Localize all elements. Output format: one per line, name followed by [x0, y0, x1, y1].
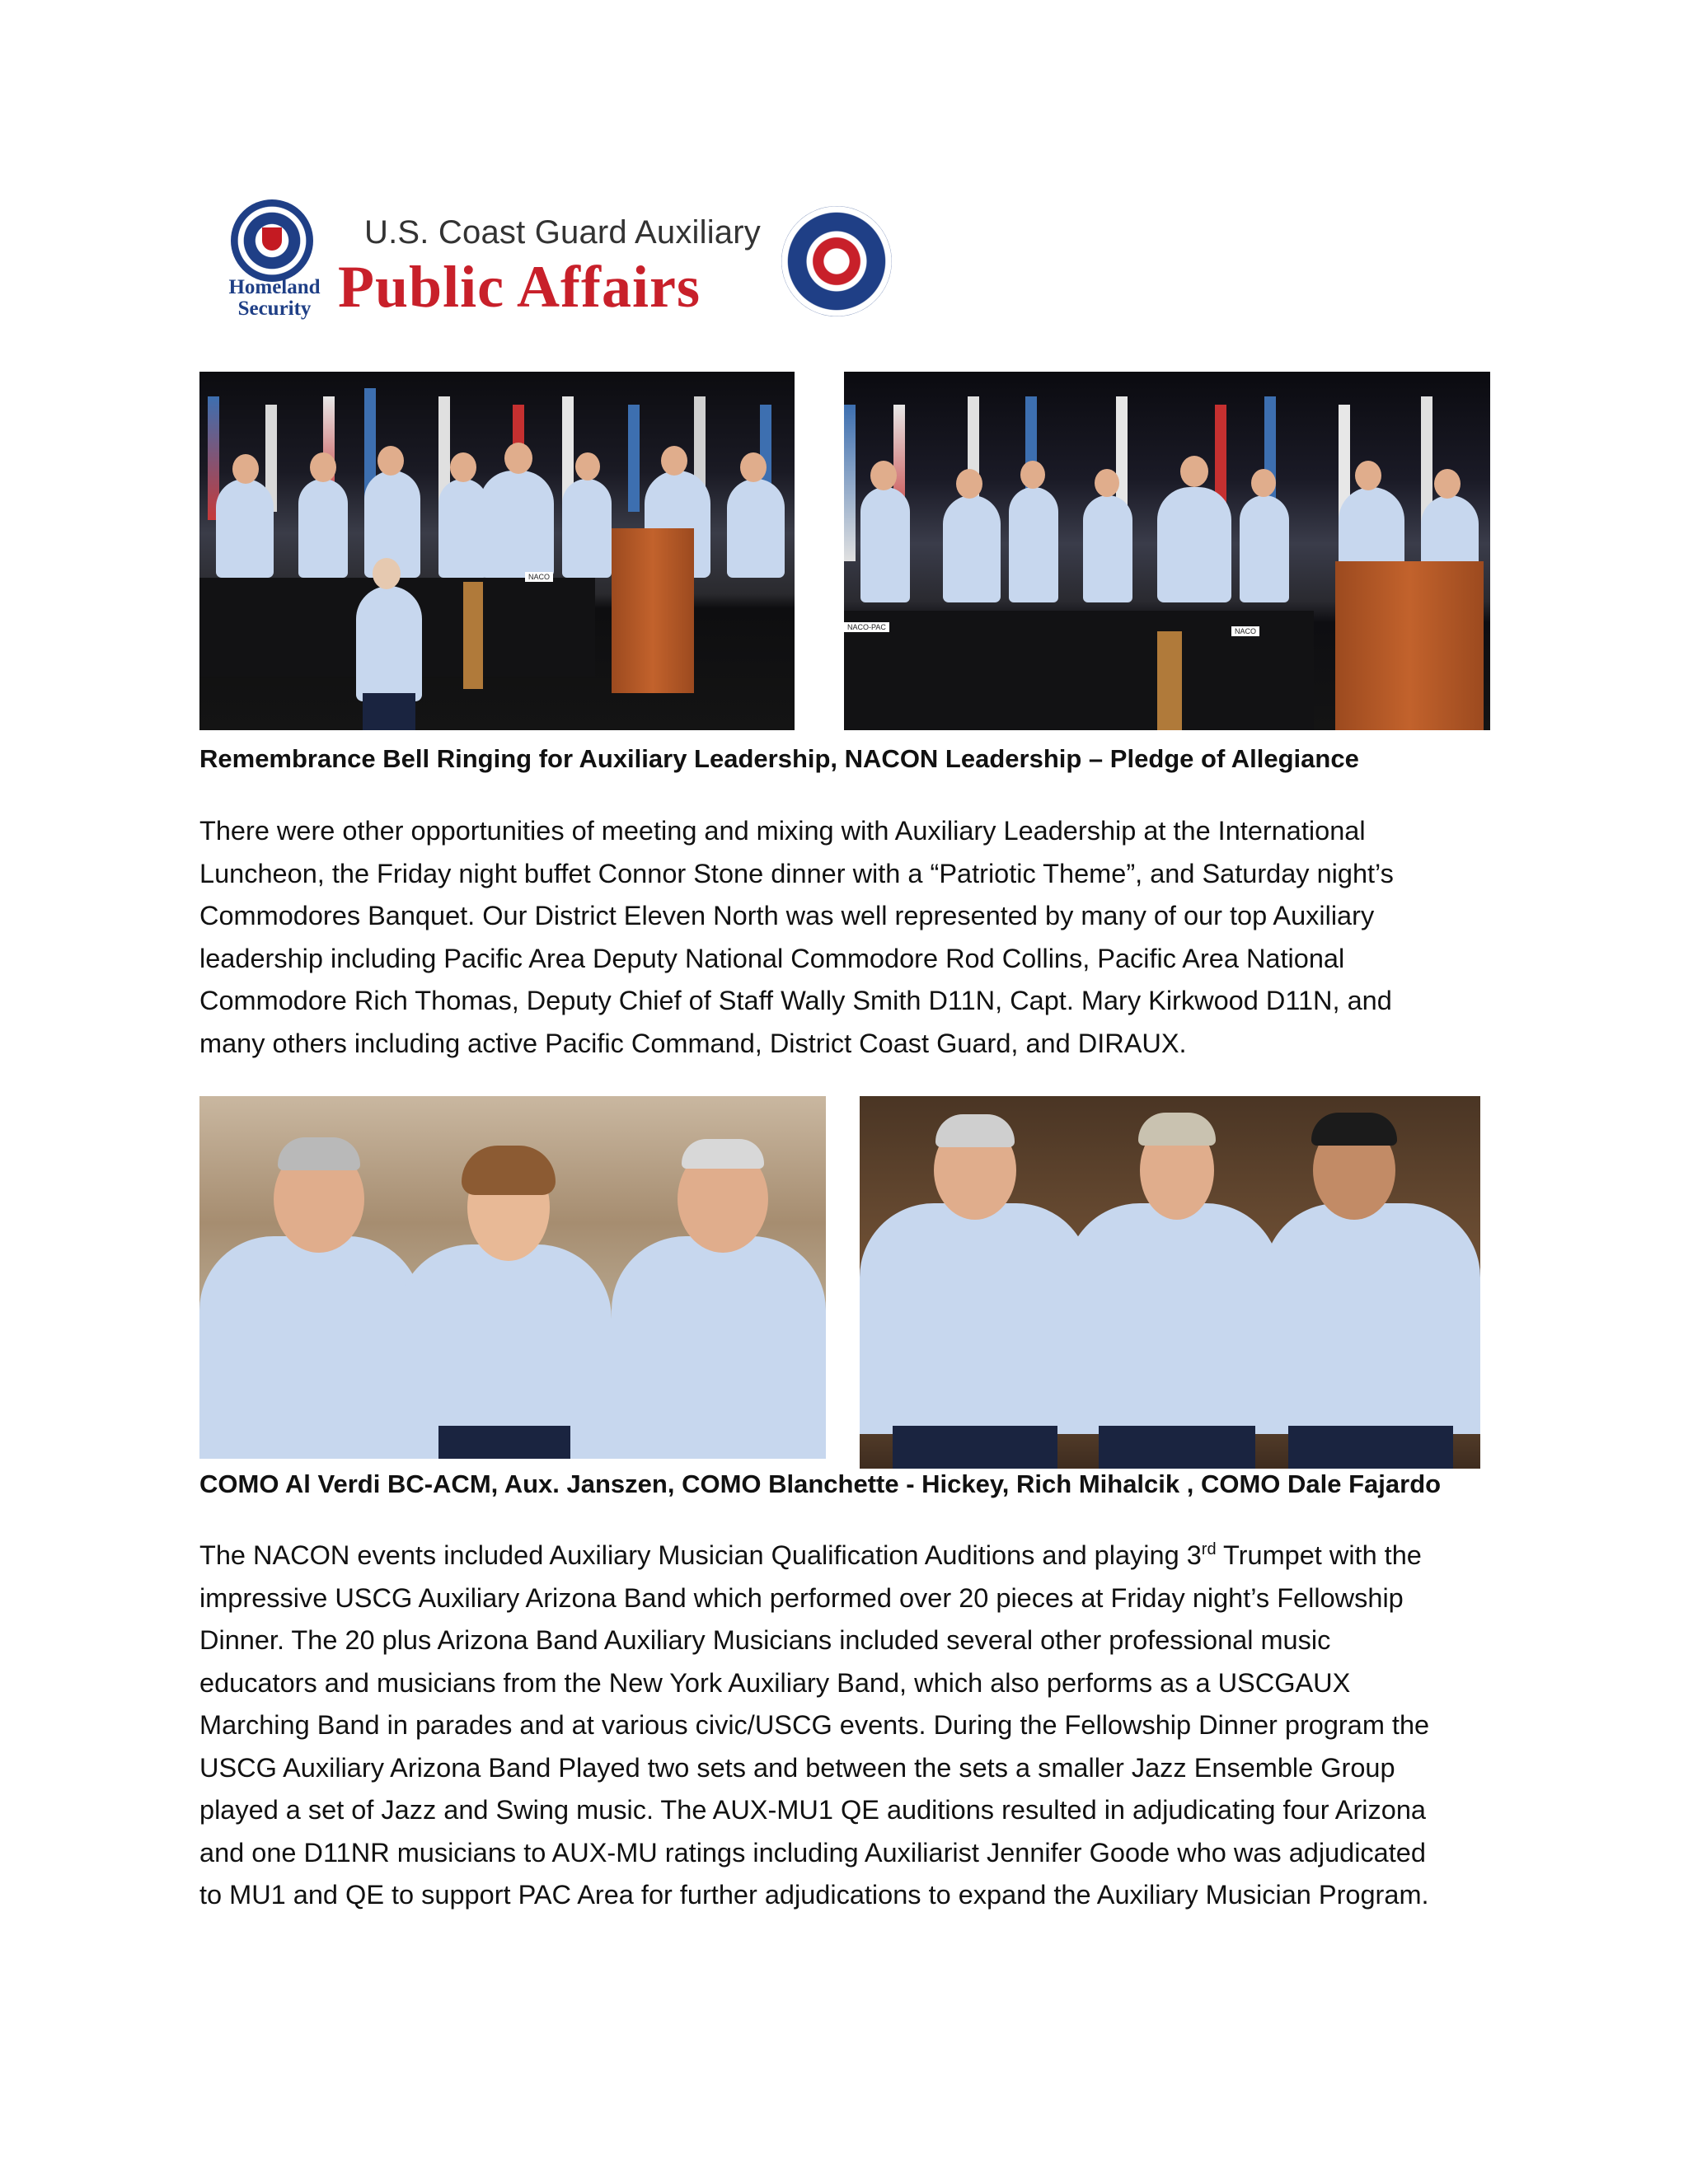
dhs-wordmark — [213, 277, 336, 320]
paragraph-line — [199, 1535, 1518, 1577]
dhs-wordmark-line1: Homeland — [228, 276, 321, 298]
page-title: Public Affairs — [338, 254, 701, 320]
paragraph-line: and one D11NR musicians to AUX-MU ratings including Auxiliarist Jennifer Goode who was adjudicated — [199, 1837, 1426, 1868]
paragraph-line: Luncheon, the Friday night buffet Connor Stone dinner with a “Patriotic Theme”, and Saturday night’s — [199, 858, 1394, 888]
hickey-mihalcik-fajardo-photo — [860, 1096, 1480, 1469]
paragraph-line: Marching Band in parades and at various civic/USCG events. During the Fellowship Dinner program the — [199, 1710, 1430, 1740]
dhs-wordmark-line2: Security — [237, 298, 312, 320]
naco-pac-table-sign: NACO-PAC — [844, 622, 889, 632]
paragraph-line: USCG Auxiliary Arizona Band Played two sets and between the sets a smaller Jazz Ensemble Group — [199, 1752, 1395, 1783]
paragraph-line: Dinner. The 20 plus Arizona Band Auxiliary Musicians included several other professional music — [199, 1625, 1331, 1655]
auxiliary-seal-icon — [781, 206, 892, 316]
pledge-of-allegiance-photo — [844, 372, 1490, 730]
line1-after: Trumpet with the — [1216, 1540, 1422, 1570]
photo-caption-1: Remembrance Bell Ringing for Auxiliary Leadership, NACON Leadership – Pledge of Allegiance — [199, 744, 1359, 773]
paragraph-line: educators and musicians from the New York Auxiliary Band, which also performs as a USCGAUX — [199, 1667, 1351, 1698]
org-name: U.S. Coast Guard Auxiliary — [364, 214, 761, 251]
paragraph-line: There were other opportunities of meeting and mixing with Auxiliary Leadership at the International — [199, 816, 1366, 846]
line1-before: The NACON events included Auxiliary Musician Qualification Auditions and playing 3 — [199, 1540, 1202, 1570]
paragraph-line: leadership including Pacific Area Deputy National Commodore Rod Collins, Pacific Area National — [199, 943, 1345, 973]
remembrance-bell-photo — [199, 372, 795, 730]
body-paragraph-1 — [199, 810, 1518, 1065]
paragraph-line: to MU1 and QE to support PAC Area for further adjudications to expand the Auxiliary Musician Program. — [199, 1880, 1429, 1910]
ordinal-suffix: rd — [1201, 1540, 1217, 1559]
naco-table-sign: NACO — [1231, 626, 1259, 636]
paragraph-line: impressive USCG Auxiliary Arizona Band which performed over 20 pieces at Friday night’s Fellowship — [199, 1582, 1404, 1613]
photo-caption-2: COMO Al Verdi BC-ACM, Aux. Janszen, COMO Blanchette - Hickey, Rich Mihalcik , COMO Dale Fajardo — [199, 1469, 1442, 1498]
como-verdi-janszen-blanchette-photo — [199, 1096, 826, 1459]
body-paragraph-2 — [199, 1535, 1518, 1917]
naco-table-sign: NACO — [525, 572, 553, 582]
public-affairs-logo — [213, 196, 897, 328]
paragraph-line: played a set of Jazz and Swing music. The AUX-MU1 QE auditions resulted in adjudicating four Arizona — [199, 1795, 1426, 1825]
paragraph-line: Commodores Banquet. Our District Eleven North was well represented by many of our top Auxiliary — [199, 901, 1375, 930]
paragraph-line: many others including active Pacific Command, District Coast Guard, and DIRAUX. — [199, 1028, 1187, 1058]
paragraph-line: Commodore Rich Thomas, Deputy Chief of Staff Wally Smith D11N, Capt. Mary Kirkwood D11N, and — [199, 986, 1392, 1015]
dhs-seal-icon — [231, 199, 313, 282]
